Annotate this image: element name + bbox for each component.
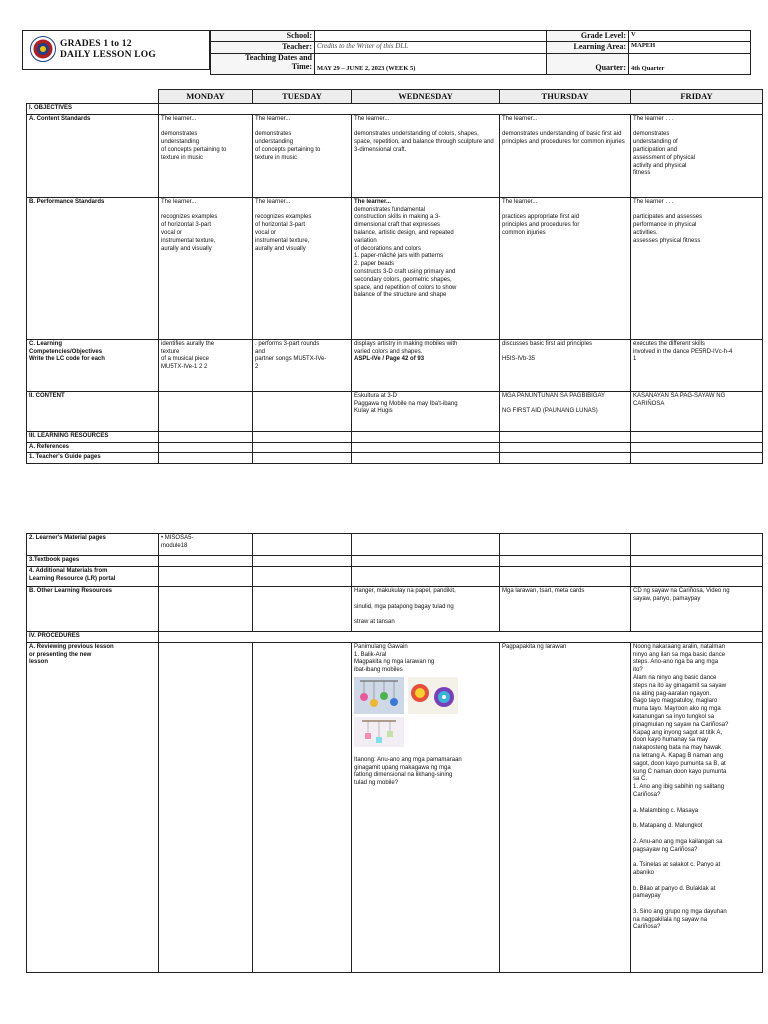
table-row bbox=[27, 197, 763, 339]
empty-cell bbox=[352, 453, 500, 464]
empty-cell bbox=[159, 391, 253, 431]
empty-cell bbox=[352, 556, 500, 567]
empty-cell bbox=[352, 534, 500, 556]
content-standards-monday: The learner... demonstrates understanding of concepts pertaining to texture in music bbox=[159, 114, 253, 197]
reviewing-lesson-friday: Noong nakaraang aralin, natalman ninyo ang ilan sa mga basic dance steps. Ano-ano nga ba ang mga ito? Alam na ninyo ang basic dance steps na ito ay ginagamit sa sayaw na ating pag-aaralan ngayon. Bago tayo magpatuloy, maglaro muna tayo. Mayroon ako ng mga katanungan sa inyo tungkol sa pinagmulan ng sayaw na Cariñosa? Kapag ang inyong sagot at titik A, doon kayo humanay sa may nakaposteng bata na may hawak na letrang A. Kapag B naman ang sagot, doon kayo pumunta sa B, at kung C naman doon kayo pumunta sa C. 1. Ano ang ibig sabihin ng salitang Cariñosa? a. Malambing c. Masaya b. Matapang d. Malungkot 2. Anu-ano ang mga kailangan sa pagsayaw ng Cariñosa? a. Tsinelas at salakot c. Panyo at abaniko b. Bilao at panyo d. Bulaklak at pamaypay 3. Sino ang grupo ng mga dayuhan na nagpakilala ng sayaw na Cariñosa? bbox=[631, 642, 763, 972]
empty-cell bbox=[253, 442, 352, 453]
references-label: A. References bbox=[27, 442, 159, 453]
table-row bbox=[27, 556, 763, 567]
empty-cell bbox=[253, 587, 352, 632]
competencies-friday: executes the different skills involved in the dance PE5RD-IVc-h-4 1 bbox=[631, 339, 763, 391]
reviewing-lesson-label: A. Reviewing previous lesson or presenting the new lesson bbox=[27, 642, 159, 972]
teacher-label: Teacher: bbox=[211, 42, 315, 53]
performance-standards-wednesday-heading: The learner... bbox=[354, 198, 392, 205]
empty-cell bbox=[500, 442, 631, 453]
empty-cell bbox=[253, 556, 352, 567]
day-header-friday: FRIDAY bbox=[631, 90, 763, 104]
content-label: II. CONTENT bbox=[27, 391, 159, 431]
empty-cell bbox=[159, 453, 253, 464]
textbook-pages-label: 3.Textbook pages bbox=[27, 556, 159, 567]
reviewing-wednesday-question: Itanong: Anu-ano ang mga pamamaraan ginagamit upang makagawa ng mga fatlong dimensional na likhang-sining tulad ng mobile? bbox=[354, 756, 462, 787]
empty-cell bbox=[500, 453, 631, 464]
other-resources-label: B. Other Learning Resources bbox=[27, 587, 159, 632]
document-title: GRADES 1 to 12 DAILY LESSON LOG bbox=[60, 39, 156, 60]
empty-cell bbox=[253, 567, 352, 587]
other-resources-friday: CD ng sayaw na Cariñosa, Video ng sayaw, panyo, pamaypay bbox=[631, 587, 763, 632]
competencies-label: C. Learning Competencies/Objectives Write the LC code for each bbox=[27, 339, 159, 391]
learners-material-label: 2. Learner's Material pages bbox=[27, 534, 159, 556]
empty-cell bbox=[253, 534, 352, 556]
empty-cell bbox=[631, 442, 763, 453]
quarter-label: Quarter: bbox=[547, 53, 629, 74]
empty-cell bbox=[500, 567, 631, 587]
content-thursday: MGA PANUNTUNAN SA PAGBIBIGAY NG FIRST AID (PAUNANG LUNAS) bbox=[500, 391, 631, 431]
other-resources-thursday: Mga larawan, tsart, meta cards bbox=[500, 587, 631, 632]
table-row bbox=[27, 339, 763, 391]
empty-cell bbox=[352, 567, 500, 587]
procedures-heading: IV. PROCEDURES bbox=[27, 632, 159, 643]
performance-standards-thursday: The learner... practices appropriate first aid principles and procedures for common injuries bbox=[500, 197, 631, 339]
empty-cell bbox=[253, 642, 352, 972]
empty-cell bbox=[500, 556, 631, 567]
empty-cell bbox=[159, 642, 253, 972]
day-header-thursday: THURSDAY bbox=[500, 90, 631, 104]
empty-cell bbox=[352, 431, 500, 442]
performance-standards-label: B. Performance Standards bbox=[27, 197, 159, 339]
objectives-heading: I. OBJECTIVES bbox=[27, 104, 159, 115]
empty-cell bbox=[631, 556, 763, 567]
grade-level-label: Grade Level: bbox=[547, 31, 629, 42]
competencies-wednesday-text: displays artistry in making mobiles with varied colors and shapes. bbox=[354, 340, 458, 355]
lesson-log-table-2 bbox=[26, 533, 763, 973]
teachers-guide-label: 1. Teacher's Guide pages bbox=[27, 453, 159, 464]
performance-standards-friday: The learner . . . participates and assesses performance in physical activities. assesses physical fitness bbox=[631, 197, 763, 339]
table-row bbox=[27, 114, 763, 197]
performance-standards-monday: The learner... recognizes examples of horizontal 3-part vocal or instrumental texture, aurally and visually bbox=[159, 197, 253, 339]
school-value bbox=[315, 31, 547, 42]
competencies-tuesday: . performs 3-part rounds and partner songs MU5TX-IVe- 2 bbox=[253, 339, 352, 391]
competencies-wednesday-code: ASPL-IVe / Page 42 of 93 bbox=[354, 356, 425, 363]
learning-area-label: Learning Area: bbox=[547, 42, 629, 53]
content-standards-tuesday: The learner... demonstrates understanding of concepts pertaining to texture in music bbox=[253, 114, 352, 197]
empty-cell bbox=[631, 431, 763, 442]
content-standards-label: A. Content Standards bbox=[27, 114, 159, 197]
content-standards-friday: The learner . . . demonstrates understanding of participation and assessment of physical activity and physical fitness bbox=[631, 114, 763, 197]
competencies-thursday: discusses basic first aid principles H5IS-IVb-35 bbox=[500, 339, 631, 391]
empty-cell bbox=[159, 442, 253, 453]
performance-standards-wednesday-text: demonstrates fundamental construction skills in making a 3- dimensional craft that expresses balance, artistic design, and repeated variation of decorations and colors 1. paper-mâché jars with patterns 2. paper beads constructs 3-D craft using primary and secondary colors, geometric shapes, space, and repetition of colors to show balance of the structure and shape bbox=[354, 206, 457, 299]
school-label: School: bbox=[211, 31, 315, 42]
additional-materials-label: 4. Additional Materials from Learning Resource (LR) portal bbox=[27, 567, 159, 587]
empty-cell bbox=[631, 453, 763, 464]
competencies-wednesday bbox=[352, 339, 500, 391]
empty-cell bbox=[159, 632, 763, 643]
learners-material-monday: • MISOSA5- module18 bbox=[159, 534, 253, 556]
content-wednesday: Eskultura at 3-D Paggawa ng Mobile na may Iba't-ibang Kulay at Hugis bbox=[352, 391, 500, 431]
day-header-row bbox=[27, 90, 763, 104]
empty-cell bbox=[253, 431, 352, 442]
day-header-wednesday: WEDNESDAY bbox=[352, 90, 500, 104]
empty-cell bbox=[631, 534, 763, 556]
reviewing-lesson-wednesday bbox=[352, 642, 500, 972]
table-row bbox=[27, 587, 763, 632]
content-friday: KASANAYAN SA PAG-SAYAW NG CARIÑOSA bbox=[631, 391, 763, 431]
table-row bbox=[27, 567, 763, 587]
content-standards-wednesday: The learner... demonstrates understanding of colors, shapes, space, repetition, and balance through sculpture and 3-dimensional craft. bbox=[352, 114, 500, 197]
empty-cell bbox=[352, 442, 500, 453]
day-header-monday: MONDAY bbox=[159, 90, 253, 104]
header-info-table bbox=[210, 30, 751, 75]
reviewing-wednesday-intro: Panimulang Gawain 1. Balik-Aral Magpakita ng mga larawan ng ibat-ibang mobiles bbox=[354, 643, 435, 674]
table-row bbox=[27, 453, 763, 464]
teaching-dates-label: Teaching Dates and Time: bbox=[211, 53, 315, 74]
empty-cell bbox=[253, 453, 352, 464]
performance-standards-wednesday bbox=[352, 197, 500, 339]
empty-cell bbox=[159, 431, 253, 442]
learning-area-value: MAPEH bbox=[629, 42, 751, 53]
table-row bbox=[27, 442, 763, 453]
empty-cell bbox=[159, 587, 253, 632]
empty-cell bbox=[159, 567, 253, 587]
table-row bbox=[27, 534, 763, 556]
competencies-monday: identifies aurally the texture of a musical piece MU5TX-IVe-1 2 2 bbox=[159, 339, 253, 391]
table-row bbox=[27, 632, 763, 643]
teacher-value: Credits to the Writer of this DLL bbox=[315, 42, 547, 53]
empty-cell bbox=[159, 104, 763, 115]
deped-seal-icon bbox=[30, 36, 56, 62]
mobiles-photo-collage bbox=[354, 677, 458, 747]
day-header-tuesday: TUESDAY bbox=[253, 90, 352, 104]
table-row bbox=[27, 431, 763, 442]
performance-standards-tuesday: The learner... recognizes examples of horizontal 3-part vocal or instrumental texture, aurally and visually bbox=[253, 197, 352, 339]
empty-cell bbox=[631, 567, 763, 587]
quarter-value: 4th Quarter bbox=[629, 53, 751, 74]
learning-resources-heading: III. LEARNING RESOURCES bbox=[27, 431, 159, 442]
content-standards-thursday: The learner... demonstrates understanding of basic first aid principles and procedures for common injuries bbox=[500, 114, 631, 197]
empty-cell bbox=[500, 431, 631, 442]
empty-cell bbox=[500, 534, 631, 556]
other-resources-wednesday: Hanger, makukulay na papel, pandikit, sinulid, mga patapong bagay tulad ng straw at tansan bbox=[352, 587, 500, 632]
table-row bbox=[27, 104, 763, 115]
empty-cell bbox=[253, 391, 352, 431]
empty-cell bbox=[159, 556, 253, 567]
corner-cell bbox=[27, 90, 159, 104]
teaching-dates-value: MAY 29 – JUNE 2, 2023 (WEEK 5) bbox=[315, 53, 547, 74]
grade-level-value: V bbox=[629, 31, 751, 42]
lesson-log-table-1 bbox=[26, 89, 763, 464]
table-row bbox=[27, 642, 763, 972]
table-row bbox=[27, 391, 763, 431]
reviewing-lesson-thursday: Pagpapakita ng larawan bbox=[500, 642, 631, 972]
